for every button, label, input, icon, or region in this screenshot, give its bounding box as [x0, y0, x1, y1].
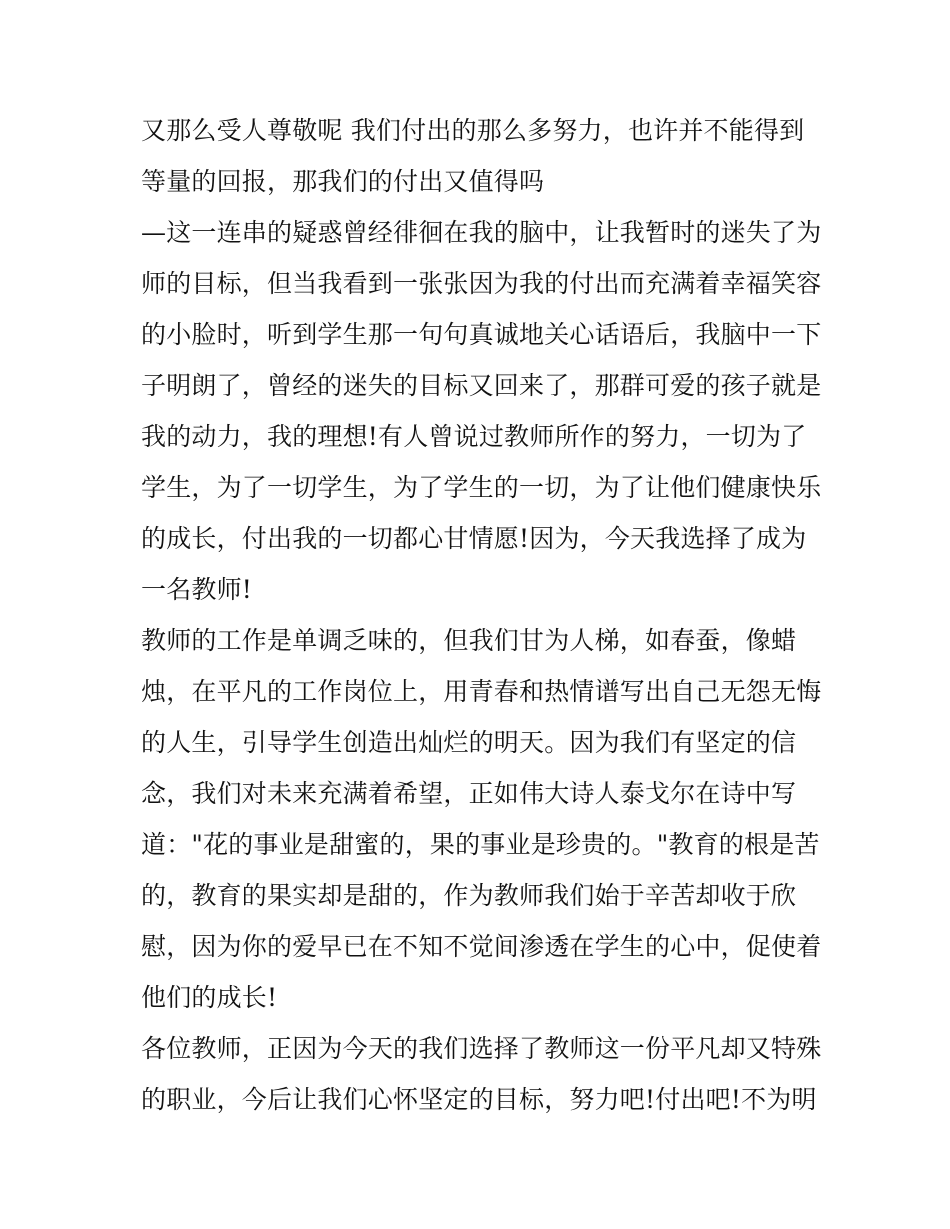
text-line-2: 等量的回报，那我们的付出又值得吗 [141, 167, 545, 196]
text-line-17: 慰，因为你的爱早已在不知不觉间渗透在学生的心中，促使着 [141, 932, 821, 961]
text-line-11: 教师的工作是单调乏味的，但我们甘为人梯，如春蚕，像蜡 [141, 626, 797, 655]
text-line-15: 道："花的事业是甜蜜的，果的事业是珍贵的。"教育的根是苦 [141, 830, 820, 859]
text-line-18: 他们的成长! [141, 983, 278, 1012]
text-line-10: 一名教师! [141, 575, 253, 604]
text-line-1: 又那么受人尊敬呢 我们付出的那么多努力，也许并不能得到 [141, 116, 805, 145]
text-line-13: 的人生，引导学生创造出灿烂的明天。因为我们有坚定的信 [141, 728, 797, 757]
body-text [141, 105, 821, 1125]
text-line-19: 各位教师，正因为今天的我们选择了教师这一份平凡却又特殊 [141, 1034, 821, 1063]
text-line-6: 子明朗了，曾经的迷失的目标又回来了，那群可爱的孩子就是 [141, 371, 821, 400]
text-line-14: 念，我们对未来充满着希望，正如伟大诗人泰戈尔在诗中写 [141, 779, 797, 808]
text-line-4: 师的目标，但当我看到一张张因为我的付出而充满着幸福笑容 [141, 269, 821, 298]
text-line-12: 烛，在平凡的工作岗位上，用青春和热情谱写出自己无怨无悔 [141, 677, 821, 706]
text-line-9: 的成长，付出我的一切都心甘情愿!因为，今天我选择了成为 [141, 524, 807, 553]
text-line-3: —这一连串的疑惑曾经徘徊在我的脑中，让我暂时的迷失了为 [141, 218, 821, 247]
text-line-8: 学生，为了一切学生，为了学生的一切，为了让他们健康快乐 [141, 473, 821, 502]
text-line-5: 的小脸时，听到学生那一句句真诚地关心话语后，我脑中一下 [141, 320, 821, 349]
text-line-16: 的，教育的果实却是甜的，作为教师我们始于辛苦却收于欣 [141, 881, 797, 910]
text-line-20: 的职业，今后让我们心怀坚定的目标，努力吧!付出吧!不为明 [141, 1085, 817, 1114]
text-line-7: 我的动力，我的理想!有人曾说过教师所作的努力，一切为了 [141, 422, 807, 451]
